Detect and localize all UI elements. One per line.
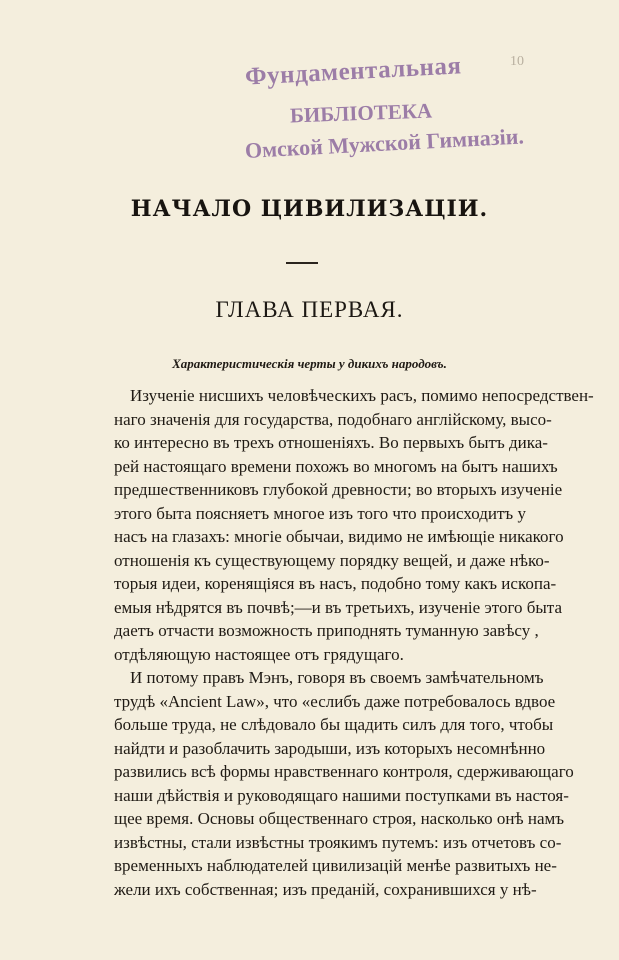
text-line: трудѣ «Ancient Law», что «еслибъ даже потребовалось вдвое (114, 691, 556, 711)
text-line: Изученіе нисшихъ человѣческихъ расъ, помимо непосредствен- (130, 386, 594, 405)
stamp-line-3: Омской Мужской Гимназіи. (244, 123, 525, 163)
main-title: НАЧАЛО ЦИВИЛИЗАЦІИ. (130, 196, 489, 222)
text-line: насъ на глазахъ: многіе обычаи, видимо не имѣющіе никакого (114, 527, 564, 546)
text-line: отдѣляющую настоящее отъ грядущаго. (114, 644, 404, 664)
text-line: ко интересно въ трехъ отношеніяхъ. Во первыхъ бытъ дика- (114, 433, 548, 452)
text-line: даетъ отчасти возможность приподнять туманную завѣсу , (114, 621, 539, 640)
text-line: этого быта поясняетъ многое изъ того что происходитъ у (114, 503, 526, 523)
chapter-title: ГЛАВА ПЕРВАЯ. (215, 297, 404, 322)
page-number: 10 (510, 54, 524, 69)
text-line: наши дѣйствія и руководящаго нашими поступками въ настоя- (114, 785, 569, 805)
text-line: отношенія къ существующему порядку вещей, и даже нѣко- (114, 550, 550, 570)
text-line: больше труда, не слѣдовало бы щадить силъ для того, чтобы (114, 715, 554, 734)
chapter-subtitle: Характеристическія черты у дикихъ народовъ. (172, 356, 447, 371)
stamp-line-1: Фундаментальная (244, 52, 463, 91)
text-line: торыя идеи, коренящіяся въ насъ, подобно тому какъ ископа- (114, 574, 557, 593)
text-line: извѣстны, стали извѣстны троякимъ путемъ: изъ отчетовъ со- (114, 832, 562, 852)
title-divider (286, 262, 318, 264)
text-line: развились всѣ формы нравственнаго контроля, сдерживающаго (114, 762, 574, 781)
text-line: наго значенія для государства, подобнаго англійскому, высо- (114, 409, 552, 429)
text-line: И потому правъ Мэнъ, говоря въ своемъ замѣчательномъ (130, 668, 544, 687)
stamp-line-2: БИБЛІОТЕКА (289, 98, 433, 128)
text-line: емыя нѣдрятся въ почвѣ;—и въ третьихъ, изученіе этого быта (114, 597, 562, 617)
text-line: найдти и разоблачить зародыши, изъ которыхъ несомнѣнно (114, 738, 546, 758)
text-line: предшественниковъ глубокой древности; во вторыхъ изученіе (114, 480, 563, 499)
text-line: щее время. Основы общественнаго строя, насколько онѣ намъ (114, 809, 565, 828)
text-line: временныхъ наблюдателей цивилизацій менѣе развитыхъ не- (114, 856, 557, 875)
body-text (114, 384, 594, 901)
text-line: рей настоящаго времени похожъ во многомъ на бытъ нашихъ (114, 456, 558, 476)
text-line: жели ихъ собственная; изъ преданій, сохранившихся у нѣ- (114, 879, 537, 899)
